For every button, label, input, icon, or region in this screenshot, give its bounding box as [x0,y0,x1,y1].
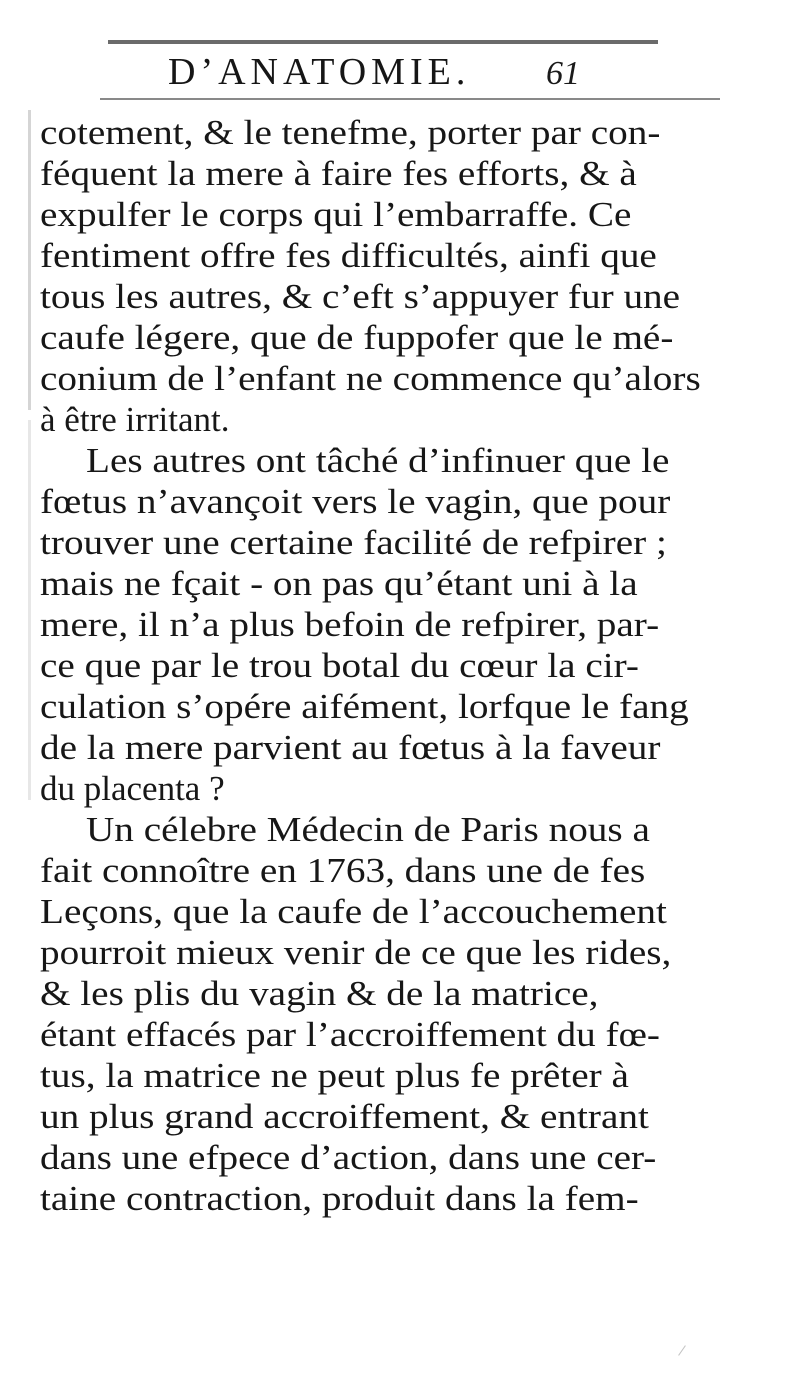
text-line: fait connoître en 1763, dans une de fes [40,851,646,890]
page-number: 61 [546,55,580,92]
text-line: conium de l’enfant ne commence qu’alors [40,359,701,398]
text-line: trouver une certaine facilité de refpirer ; [40,523,667,562]
text-line: taine contraction, produit dans la fem- [40,1179,639,1218]
text-line: & les plis du vagin & de la matrice, [40,974,599,1013]
text-line: du placenta ? [40,769,225,808]
text-line: dans une efpece d’action, dans une cer- [40,1138,657,1177]
text-line: cotement, & le tenefme, porter par con- [40,113,661,152]
text-line: expulfer le corps qui l’embarraffe. Ce [40,195,632,234]
text-line: mais ne fçait - on pas qu’étant uni à la [40,564,638,603]
text-line: culation s’opére aifément, lorfque le fang [40,687,689,726]
text-line: pourroit mieux venir de ce que les rides, [40,933,672,972]
text-line: féquent la mere à faire fes efforts, & à [40,154,637,193]
paragraph-start-line: Les autres ont tâché d’infinuer que le [86,441,670,480]
text-line: un plus grand accroiffement, & entrant [40,1097,649,1136]
text-line: fentiment offre fes difficultés, ainfi que [40,236,657,275]
text-line: à être irritant. [40,400,230,439]
text-line: tus, la matrice ne peut plus fe prêter à [40,1056,629,1095]
text-line: caufe légere, que de fuppofer que le mé- [40,318,674,357]
text-line: de la mere parvient au fœtus à la faveur [40,728,661,767]
text-line: mere, il n’a plus befoin de refpirer, par- [40,605,660,644]
text-line: étant effacés par l’accroiffement du fœ- [40,1015,660,1054]
text-line: Leçons, que la caufe de l’accouchement [40,892,667,931]
paragraph-start-line: Un célebre Médecin de Paris nous a [86,810,650,849]
text-line: fœtus n’avançoit vers le vagin, que pour [40,482,671,521]
text-line: ce que par le trou botal du cœur la cir- [40,646,639,685]
running-title: D’ANATOMIE. [168,51,471,93]
text-line: tous les autres, & c’eft s’appuyer fur une [40,277,681,316]
